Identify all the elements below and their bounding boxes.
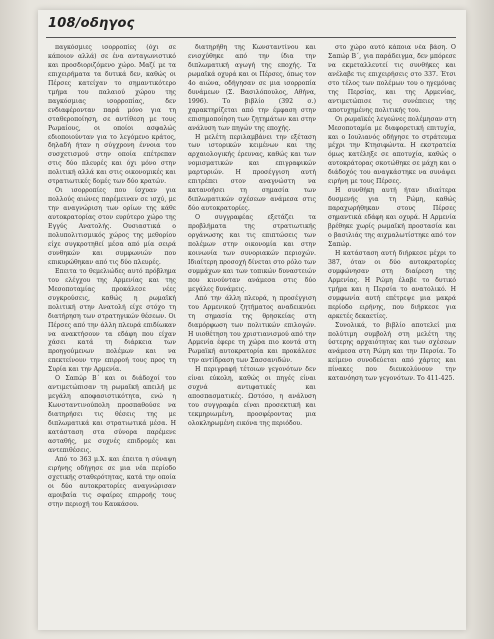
text-column-1 (48, 44, 176, 624)
paragraph: παγκόσμιες ισορροπίες (όχι σε κάποιον αλλά) σε ένα ανταγωνιστικό και προσδιοριζόμενο χώρο. Μαζί με τα επιχειρήματα τα δυτικά δεν, καθώς οι Πέρσες κατείχαν το σημαντικότερο τμήμα του παλαιού χώρου της παγκόσμιας ισορροπίας, δεν ενδιαφέρονταν παρά μόνο για τη σταθεροποίηση, σε αντίθεση με τους Ρωμαίους, οι οποίοι ασφαλώς εδιοποιούνταν για το λεγόμενο κράτος, δηλαδή ήταν η σύγχρονη έννοια του συσχετισμού στην οποία επέτρεπαν στις δύο πλευρές και όχι μόνο στην πολιτική αλλά και στις οικονομικές και στρατιωτικές δομές των δύο κρατών. (48, 44, 176, 186)
paragraph: Επειτα το θεμελιώδες αυτό πρόβλημα του ελέγχου της Αρμενίας και της Μεσοποταμίας προκάλεσε νέες συγκρούσεις, καθώς η ρωμαϊκή πολιτική στην Ανατολή είχε στόχο τη διατήρηση των στρατηγικών θέσεων. Οι Πέρσες από την άλλη πλευρά επιδίωκαν να ανακτήσουν τα εδάφη που είχαν χάσει κατά τη διάρκεια των προηγούμενων πολέμων και να επεκτείνουν την επιρροή τους προς τη Συρία και την Αρμενία. (48, 267, 176, 374)
paragraph: Η συνθήκη αυτή ήταν ιδιαίτερα δυσμενής για τη Ρώμη, καθώς παραχωρήθηκαν στους Πέρσες σημαντικά εδάφη και οχυρά. Η Αρμενία βρέθηκε χωρίς ρωμαϊκή προστασία και ο βασιλιάς της αιχμαλωτίστηκε από τον Σαπώρ. (328, 187, 456, 248)
paragraph: Από το 363 μ.Χ. και έπειτα η σύναψη ειρήνης οδήγησε σε μια νέα περίοδο σχετικής σταθερότητας, κατά την οποία οι δύο αυτοκρατορίες αναγνώρισαν αμοιβαία τις σφαίρες επιρροής τους στην περιοχή του Καυκάσου. (48, 455, 176, 508)
paragraph: Η περιγραφή τέτοιων γεγονότων δεν είναι εύκολη, καθώς οι πηγές είναι συχνά αντιφατικές και αποσπασματικές. Ωστόσο, η ανάλυση του συγγραφέα είναι προσεκτική και τεκμηριωμένη, προσφέροντας μια ολοκληρωμένη εικόνα της περιόδου. (188, 366, 316, 428)
paragraph: διατηρήθη της Κωνσταντίνου και ενισχύθηκε από την ίδια την διπλωματική αγωγή της εποχής. Τα ρωμαϊκά οχυρά και οι Πέρσες, όπως τον 4ο αιώνα, οδήγησαν σε μια ισορροπία δυνάμεων (Σ. Βασιλόπουλος, Αθήνα, 1996). Το βιβλίο (392 σ.) χαρακτηρίζεται από την έμφαση στην επισημοποίηση των ζητημάτων και στην ανάλυση των πηγών της εποχής. (188, 44, 316, 132)
text-column-2 (188, 44, 316, 624)
header-rule (46, 37, 456, 38)
paragraph: Οι ισορροπίες που ίσχυαν για πολλούς αιώνες παρέμειναν σε ισχύ, με την αναγνώριση των ορίων της κάθε αυτοκρατορίας στον ευρύτερο χώρο της Εγγύς Ανατολής. Ουσιαστικά ο πολυπολιτισμικός χώρος της μεθορίου είχε συγκροτηθεί μέσα από μία σειρά συνθηκών και συμφωνιών που επικυρώθηκαν από τις δύο πλευρές. (48, 187, 176, 266)
page-folio: 108/οδηγος (48, 16, 135, 31)
paragraph: Ο Σαπώρ Β΄ και οι διάδοχοί του αντιμετώπισαν τη ρωμαϊκή απειλή με μεγάλη αποφασιστικότητα, ενώ η Κωνσταντινούπολη προσπαθούσε να διατηρήσει τις θέσεις της με διπλωματικά και στρατιωτικά μέσα. Η κατάσταση στα σύνορα παρέμενε ασταθής, με συχνές επιδρομές και αντεπιθέσεις. (48, 375, 176, 454)
paragraph: Ο συγγραφέας εξετάζει τα προβλήματα της στρατιωτικής οργάνωσης και τις επιπτώσεις των πολέμων στην οικονομία και στην κοινωνία των συνοριακών περιοχών. Ιδιαίτερη προσοχή δίνεται στο ρόλο των συμμάχων και των τοπικών δυναστειών που κινούνταν ανάμεσα στις δύο μεγάλες δυνάμεις. (188, 214, 316, 293)
paragraph: Η κατάσταση αυτή διήρκεσε μέχρι το 387, όταν οι δύο αυτοκρατορίες συμφώνησαν στη διαίρεση της Αρμενίας. Η Ρώμη έλαβε το δυτικό τμήμα και η Περσία το ανατολικό. Η συμφωνία αυτή επέτρεψε μια μακρά περίοδο ειρήνης, που διήρκεσε για αρκετές δεκαετίες. (328, 249, 456, 320)
paragraph: στο χώρο αυτό κάποια νέα βάση. Ο Σαπώρ Β΄, για παράδειγμα, δεν μπόρεσε να εκμεταλλευτεί τις συνθήκες και ανέλαβε τις επιχειρήσεις στο 337. Έτσι στο τέλος των πολέμων του ο ηγεμόνας της Περσίας, και της Αρμενίας, αντιμετώπισε τις συνέπειες της αποτυχημένης πολιτικής του. (328, 44, 456, 114)
text-column-3 (328, 44, 456, 624)
paragraph: Η μελέτη περιλαμβάνει την εξέταση των ιστορικών κειμένων και της αρχαιολογικής έρευνας, καθώς και των νομισματικών και επιγραφικών μαρτυριών. Η προσέγγιση αυτή επιτρέπει στον αναγνώστη να κατανοήσει τη σημασία των διπλωματικών σχέσεων ανάμεσα στις δύο αυτοκρατορίες. (188, 133, 316, 213)
magazine-page (38, 10, 466, 630)
paragraph: Οι ρωμαϊκές λεγεώνες πολέμησαν στη Μεσοποταμία με διαφορετική επιτυχία, και ο Ιουλιανός οδήγησε το στράτευμα μέχρι την Κτησιφώντα. Η εκστρατεία όμως κατέληξε σε αποτυχία, καθώς ο αυτοκράτορας σκοτώθηκε σε μάχη και ο διάδοχός του αναγκάστηκε να συνάψει ειρήνη με τους Πέρσες. (328, 115, 456, 186)
paragraph: Συνολικά, το βιβλίο αποτελεί μια πολύτιμη συμβολή στη μελέτη της ύστερης αρχαιότητας και των σχέσεων ανάμεσα στη Ρώμη και την Περσία. Το κείμενο συνοδεύεται από χάρτες και πίνακες που διευκολύνουν την κατανόηση των γεγονότων. Το 411-425. (328, 321, 456, 383)
paragraph: Από την άλλη πλευρά, η προσέγγιση του Αρμενικού ζητήματος αναδεικνύει τη σημασία της θρησκείας στη διαμόρφωση των πολιτικών επιλογών. Η υιοθέτηση του χριστιανισμού από την Αρμενία έφερε τη χώρα πιο κοντά στη Ρωμαϊκή αυτοκρατορία και προκάλεσε την αντίδραση των Σασσανιδών. (188, 294, 316, 365)
